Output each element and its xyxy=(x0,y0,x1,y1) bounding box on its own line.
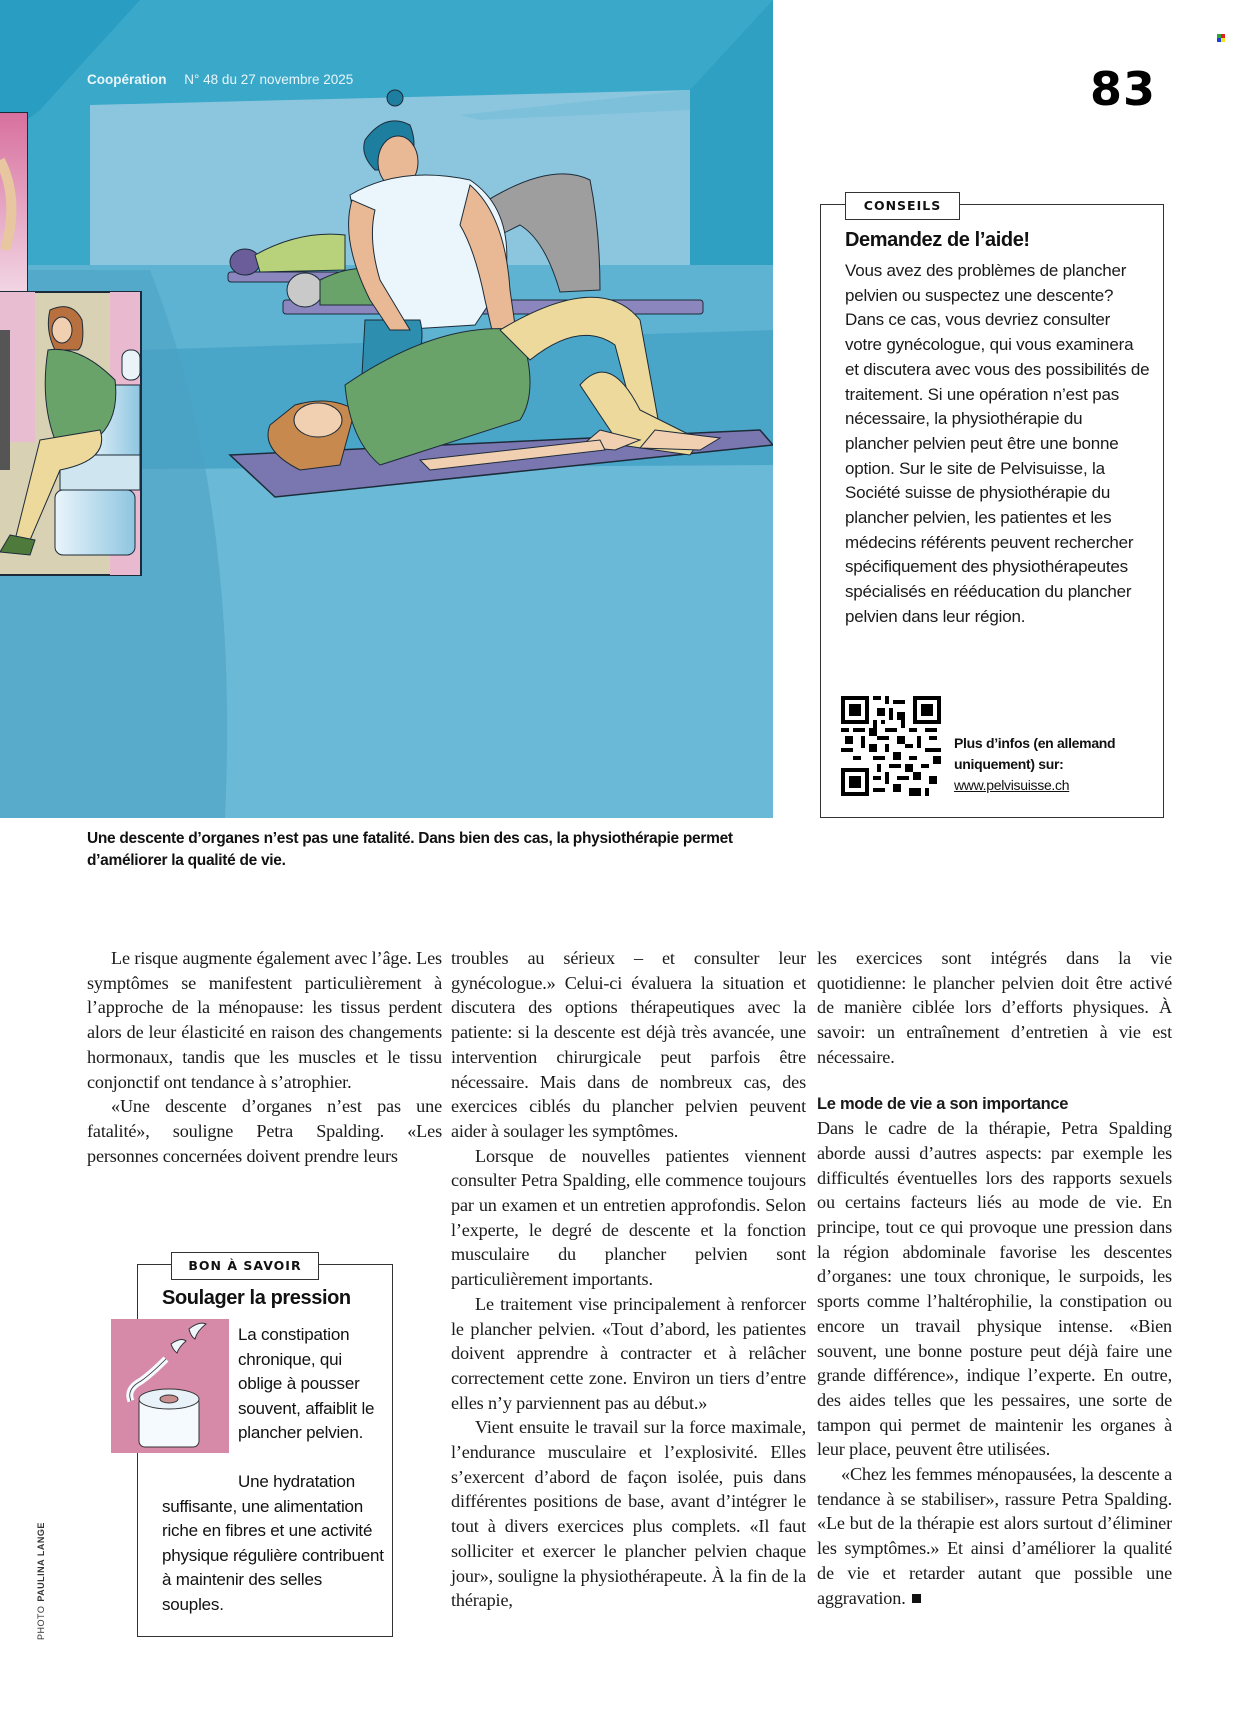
conseils-box xyxy=(820,198,1164,818)
article-column-2 xyxy=(451,946,806,1613)
qr-code-icon[interactable] xyxy=(841,696,941,796)
more-info xyxy=(954,733,1163,796)
bon-a-savoir-text-bottom xyxy=(162,1470,387,1617)
issue-info: N° 48 du 27 novembre 2025 xyxy=(184,72,354,87)
photo-credit xyxy=(36,1522,46,1640)
paragraph xyxy=(817,1462,1172,1610)
text-line: Une hydratation xyxy=(238,1472,356,1491)
illustration-caption: Une descente d’organes n’est pas une fatalité. Dans bien des cas, la physiothérapie permet d’améliorer la qualité de vie. xyxy=(87,830,733,869)
paragraph: Le risque augmente également avec l’âge. Les symptômes se manifestent particulièrement à l’approche de la ménopause: les tissus perdent alors de leur élasticité en raison des changements hormonaux, tandis que les muscles et le tissu conjonctif ont tendance à s’atrophier. xyxy=(87,948,442,1092)
paragraph: Le traitement vise principalement à renforcer le plancher pelvien. «Tout d’abord, les patientes doivent apprendre à contracter et à relâcher correctement cette zone. Environ un tiers d’entre elles n’y parviennent pas au début.» xyxy=(451,1293,806,1413)
paragraph: Dans le cadre de la thérapie, Petra Spalding aborde aussi d’autres aspects: par exemple les difficultés éventuelles lors des rapports sexuels ou certains facteurs liés au mode de vie. En principe, tout ce qui provoque une pression dans la région abdominale favorise les descentes d’organes: une toux chronique, le surpoids, les sports comme l’haltérophilie, la constipation ou encore un travail physique intense. «Bien souvent, une bonne posture peut déjà faire une grande différence», indique l’experte. En outre, des aides telles que les pessaires, une sorte de tampon qui permet de maintenir les organes à leur place, peuvent être utilisées. xyxy=(817,1118,1172,1460)
article-column-1 xyxy=(87,946,442,1168)
paragraph: Vient ensuite le travail sur la force maximale, l’endurance musculaire et l’explosivité. Elles s’exercent d’abord de façon isolée, puis dans différentes positions de base, avant d’intégrer le tout à divers exercices plus complets. «Il faut solliciter et exercer le plancher pelvien chaque jour», souligne la physiothérapeute. À la fin de la thérapie, xyxy=(451,1417,806,1611)
conseils-body: Vous avez des problèmes de plancher pelvien ou suspectez une descente? Dans ce cas, vous devriez consulter votre gynécologue, qui vous examinera et discutera avec vous des possibilités de traitement. Si une opération n’est pas nécessaire, la physiothérapie du plancher pelvien peut être une bonne option. Sur le site de Pelvisuisse, la Société suisse de physiothérapie du plancher pelvien, les patientes et les médecins référents peuvent rechercher spécifiquement des physiothérapeutes spécialisés en rééducation du plancher pelvien dans leur région. xyxy=(845,261,1150,626)
paragraph: «Une descente d’organes n’est pas une fatalité», souligne Petra Spalding. «Les personnes concernées doivent prendre leurs xyxy=(87,1096,442,1166)
section-subheading: Le mode de vie a son importance xyxy=(817,1094,1069,1113)
more-info-label: Plus d’infos (en allemand uniquement) sur: xyxy=(954,735,1116,772)
text-rest: suffisante, une alimentation riche en fibres et une activité physique régulière contribuent à maintenir des selles souples. xyxy=(162,1496,384,1614)
masthead xyxy=(87,72,353,87)
pelvisuisse-link[interactable]: www.pelvisuisse.ch xyxy=(954,777,1070,793)
article-illustration xyxy=(0,0,773,818)
color-registration-mark-icon xyxy=(1217,34,1225,42)
paragraph: Lorsque de nouvelles patientes viennent consulter Petra Spalding, elle commence toujours par un examen et un entretien approfondis. Selon l’experte, le degré de descente et la fonction musculaire du plancher pelvien sont particulièrement importants. xyxy=(451,1145,806,1290)
toilet-paper-roll-icon xyxy=(111,1319,229,1453)
physiotherapy-illustration xyxy=(0,0,773,818)
article-column-3 xyxy=(817,946,1172,1610)
conseils-title: Demandez de l’aide! xyxy=(845,229,1030,251)
bon-a-savoir-text-top: La constipation chronique, qui oblige à pousser souvent, affaiblit le plancher pelvien. xyxy=(238,1325,375,1442)
photographer-name: PAULINA LANGE xyxy=(36,1522,46,1602)
end-of-article-icon xyxy=(912,1594,921,1603)
paragraph: les exercices sont intégrés dans la vie quotidienne: le plancher pelvien doit être activé de manière ciblée lors d’efforts physiques. À savoir: un entraînement d’entretien à vie est nécessaire. xyxy=(817,948,1172,1067)
conseils-tag: CONSEILS xyxy=(845,192,960,220)
paragraph-text: «Chez les femmes ménopausées, la descente a tendance à se stabiliser», rassure Petra Spalding. «Le but de la thérapie est alors surtout d’éliminer les symptômes.» Et ainsi d’améliorer la qualité de vie et retarder autant que possible une aggravation. xyxy=(817,1464,1172,1608)
paragraph: troubles au sérieux – et consulter leur gynécologue.» Celui-ci évaluera la situation et discutera des options thérapeutiques avec la patiente: si la descente est déjà très avancée, une intervention chirurgicale peut parfois être nécessaire. Mais dans de nombreux cas, des exercices ciblés du plancher pelvien peuvent aider à soulager les symptômes. xyxy=(451,948,806,1141)
publication-name: Coopération xyxy=(87,72,167,87)
toilet-paper-illustration xyxy=(111,1319,229,1453)
bon-a-savoir-title: Soulager la pression xyxy=(162,1287,351,1309)
bon-a-savoir-box xyxy=(137,1258,393,1637)
bon-a-savoir-tag: BON À SAVOIR xyxy=(171,1252,319,1280)
photo-credit-label: PHOTO xyxy=(36,1605,46,1640)
page-number: 83 xyxy=(1090,62,1157,116)
